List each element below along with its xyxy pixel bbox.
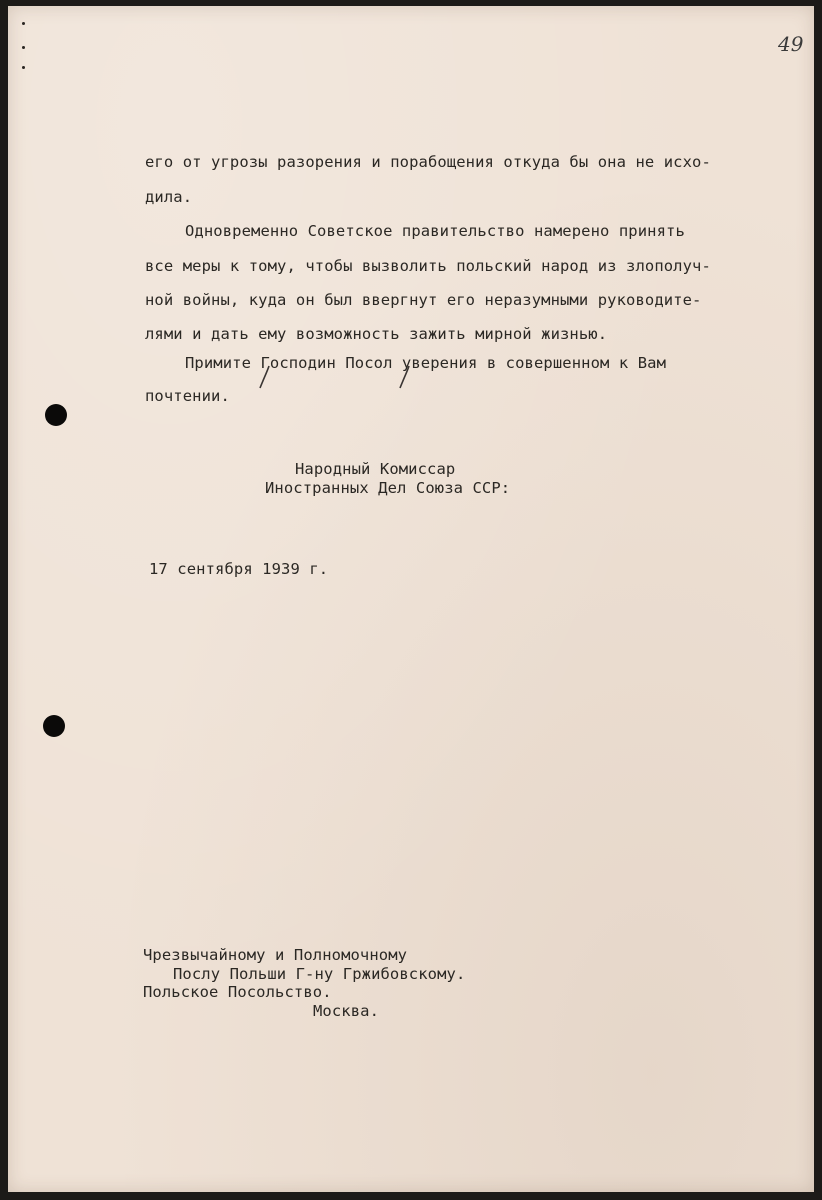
body-line-5: ной войны, куда он был ввергнут его неразумными руководите-: [145, 291, 702, 309]
body-line-1: его от угрозы разорения и порабощения откуда бы она не исхо-: [145, 153, 711, 171]
body-line-6: лями и дать ему возможность зажить мирной жизнью.: [145, 325, 608, 343]
body-line-4: все меры к тому, чтобы вызволить польский народ из злополуч-: [145, 257, 711, 275]
handwritten-comma-mark: [258, 364, 272, 390]
address-line-3: Польское Посольство.: [143, 983, 332, 1001]
document-page: [8, 6, 814, 1192]
edge-mark: [22, 22, 25, 25]
address-line-2: Послу Польши Г-ну Гржибовскому.: [173, 965, 466, 983]
page-number: 49: [778, 32, 804, 56]
body-line-3: Одновременно Советское правительство намерено принять: [185, 222, 685, 240]
body-line-2: дила.: [145, 188, 193, 206]
edge-mark: [22, 46, 25, 49]
address-line-4: Москва.: [313, 1002, 380, 1020]
document-date: 17 сентября 1939 г.: [149, 560, 329, 578]
punch-hole: [43, 715, 65, 737]
punch-hole: [45, 404, 67, 426]
address-line-1: Чрезвычайному и Полномочному: [143, 946, 408, 964]
signature-title-line-1: Народный Комиссар: [295, 460, 456, 478]
body-line-7: Примите Господин Посол уверения в совершенном к Вам: [185, 354, 667, 372]
handwritten-comma-mark: [398, 364, 412, 390]
edge-mark: [22, 66, 25, 69]
body-line-8: почтении.: [145, 387, 230, 405]
signature-title-line-2: Иностранных Дел Союза ССР:: [265, 479, 511, 497]
